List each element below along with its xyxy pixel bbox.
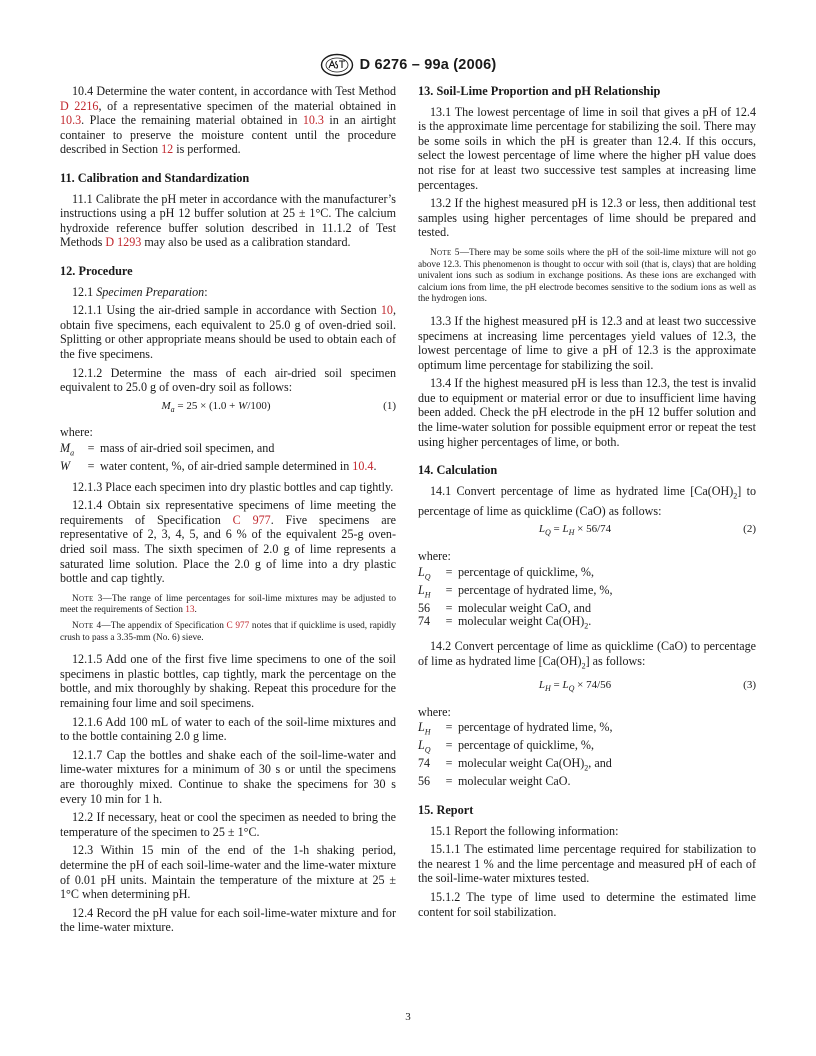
left-column [60, 84, 396, 939]
link-section-13[interactable]: 13 [185, 605, 195, 616]
paragraph-10-4: 10.4 Determine the water content, in accordance with Test Method D 2216, of a representative specimen of the material obtained in 10.3. Place the remaining material obtained in 10.3 in an airtight container to preserve the moisture content until the procedure described in Section 12 is performed. [60, 84, 396, 157]
where-label: where: [60, 425, 93, 440]
equation-number: (2) [743, 523, 756, 536]
definitions-eq1 [60, 442, 377, 474]
paragraph-12-1-7: 12.1.7 Cap the bottles and shake each of the soil-lime-water and lime-water mixtures for a minimum of 30 s or until the specimens are thoroughly mixed. Continue to shake the specimens for 30 s every 10 min for 1 h. [60, 747, 396, 806]
note-3: Note 3—The range of lime percentages for soil-lime mixtures may be adjusted to meet the requirements of Section 13. [60, 593, 397, 616]
link-section-12[interactable]: 12 [161, 142, 174, 157]
definition-row: 56 = molecular weight CaO, and [418, 600, 591, 615]
document-designation: D 6276 – 99a (2006) [359, 57, 497, 73]
paragraph-14-1: 14.1 Convert percentage of lime as hydrated lime $[Ca(OH)_2]$ to percentage of lime as quicklime (CaO) as follows: [418, 483, 756, 518]
definition-row: 74 = molecular weight $Ca(OH)_2$, and [418, 756, 612, 773]
heading-14: 14. Calculation [418, 463, 498, 478]
paragraph-13-2: 13.2 If the highest measured pH is 12.3 or less, then additional test samples using higher percentages of lime should be prepared and tested. [418, 196, 756, 240]
definition-row: $M_a$ = mass of air-dried soil specimen, and [60, 441, 275, 458]
definition-row: 56 = molecular weight CaO. [418, 774, 571, 789]
equation-number: (3) [743, 679, 756, 691]
link-d1293[interactable]: D 1293 [105, 235, 142, 250]
paragraph-12-1-2: 12.1.2 Determine the mass of each air-dried soil specimen equivalent to 25.0 g of oven-dry soil as follows: [60, 365, 396, 395]
heading-15: 15. Report [418, 802, 474, 817]
equation-number: (1) [383, 399, 396, 412]
link-d2216[interactable]: D 2216 [60, 98, 99, 113]
definition-row: W = water content, %, of air-dried sample determined in 10.4. [60, 459, 377, 474]
link-c977[interactable]: C 977 [232, 512, 271, 527]
paragraph-12-4: 12.4 Record the pH value for each soil-lime-water mixture and for the lime-water mixture. [60, 905, 396, 935]
definition-row: 74 = molecular weight $Ca(OH)_2$. [418, 614, 592, 631]
heading-11: 11. Calibration and Standardization [60, 170, 250, 185]
paragraph-11-1: 11.1 Calibrate the pH meter in accordance with the manufacturer’s instructions using a pH 12 buffer solution at 25 ± 1°C. The calcium hydroxide reference buffer solution described in 11.1.2 of Test Methods D 1293 may also be used as a calibration standard. [60, 191, 396, 250]
paragraph-12-1-1: 12.1.1 Using the air-dried sample in accordance with Section 10, obtain five specimens, each equivalent to 25.0 g of oven-dried soil. Splitting or other appropriate means should be used to obtain each of the five specimens. [60, 303, 396, 361]
where-label: where: [418, 704, 451, 719]
paragraph-15-1-2: 15.1.2 The type of lime used to determine the estimated lime content for soil stabilization. [418, 889, 756, 919]
paragraph-12-1: 12.1 Specimen Preparation: [72, 284, 208, 299]
definitions-eq2 [418, 566, 612, 634]
paragraph-14-2: 14.2 Convert percentage of lime as quicklime (CaO) to percentage of lime as hydrated lime $[Ca(OH)_2]$ as follows: [418, 639, 756, 671]
equation-1: $M_a = 25 \times (1.0 + W/100)$ (1) [60, 399, 396, 418]
definition-row: $L_Q$ = percentage of quicklime, %, [418, 564, 594, 582]
paragraph-13-1: 13.1 The lowest percentage of lime in soil that gives a pH of 12.4 is the approximate lime percentage for stabilizing the soil. There may be some soils in which the pH is greater than 12.4. If this occurs, select the lowest percentage of lime where the higher pH value does not rise for at least two successive test samples at increasing lime percentages. [418, 104, 756, 192]
paragraph-13-3: 13.3 If the highest measured pH is 12.3 and at least two successive specimens at increasing lime percentages yield values of 12.3, the lowest percentage of lime to give a pH of 12.3 is the approximate optimum lime percentage for stabilizing the soil. [418, 313, 756, 372]
definition-row: $L_H$ = percentage of hydrated lime, %, [418, 582, 613, 600]
definition-row: $L_Q$ = percentage of quicklime, %, [418, 738, 594, 755]
paragraph-12-1-3: 12.1.3 Place each specimen into dry plastic bottles and cap tightly. [72, 479, 394, 494]
definition-row: $L_H$ = percentage of hydrated lime, %, [418, 720, 613, 737]
heading-13: 13. Soil-Lime Proportion and pH Relationship [418, 84, 661, 98]
note-5: Note 5—There may be some soils where the pH of the soil-lime mixture will not go above 12.3. This phenomenon is thought to occur with soil (that is, clays) that are holding univalent ions such as sodium in exchange positions. As these ions are exchanged with calcium ions from lime, the pH electrode becomes sensitive to the sodium ions as well as the hydrogen ions. [418, 247, 757, 305]
paragraph-12-1-6: 12.1.6 Add 100 mL of water to each of the soil-lime mixtures and to the bottle containing 2.0 g lime. [60, 714, 396, 744]
paragraph-13-4: 13.4 If the highest measured pH is less than 12.3, the test is invalid due to equipment or material error or due to insufficient lime having been added. Check the pH electrode in the pH 12 buffer solution and the lime-water solution for possible equipment error or repeat the test using higher percentages of lime, or both. [418, 376, 756, 449]
paragraph-12-3: 12.3 Within 15 min of the end of the 1-h shaking period, determine the pH of each soil-lime-water and the lime-water mixture of 0.01 pH units. Maintain the temperature of the mixture at 25 ± 1°C when determining pH. [60, 843, 396, 902]
link-section-10[interactable]: 10 [380, 303, 393, 318]
equation-2: $L_Q = L_H \times 56/74$ (2) [418, 522, 756, 541]
equation-3: $L_H = L_Q \times 74/56$ (3) [418, 678, 756, 697]
right-column [418, 84, 756, 923]
paragraph-15-1: 15.1 Report the following information: [430, 823, 619, 838]
heading-12: 12. Procedure [60, 263, 133, 278]
link-10-3-b[interactable]: 10.3 [302, 113, 324, 128]
paragraph-12-1-5: 12.1.5 Add one of the first five lime specimens to one of the soil specimens in plastic bottles, cap tightly, mark the percentage on the bottle, and mix thoroughly by shaking. Repeat this procedure for the remaining four lime and soil specimens. [60, 652, 396, 710]
link-10-3-a[interactable]: 10.3 [60, 113, 82, 128]
link-c977-note[interactable]: C 977 [226, 621, 250, 631]
where-label: where: [418, 549, 451, 564]
definitions-eq3 [418, 721, 612, 789]
paragraph-15-1-1: 15.1.1 The estimated lime percentage required for stabilization to the nearest 1 % and the lime percentage and measured pH of each of the soil-lime-water mixtures tested. [418, 842, 756, 886]
paragraph-12-1-4: 12.1.4 Obtain six representative specimens of lime meeting the requirements of Specification C 977. Five specimens are representative of 2, 3, 4, 5, and 6 % of the equivalent 25-g oven-dried soil mass. The sixth specimen of 2.0 g of lime represents a saturated lime solution. Place the 2.0 g of lime into a dry plastic bottle and cap tightly. [60, 498, 397, 586]
astm-logo-icon [320, 53, 354, 77]
paragraph-12-2: 12.2 If necessary, heat or cool the specimen as needed to bring the temperature of the specimen to 25 ± 1°C. [60, 810, 396, 839]
page-header [0, 52, 816, 78]
note-4: Note 4—The appendix of Specification C 977 notes that if quicklime is used, rapidly crush to pass a 3.35-mm (No. 6) sieve. [60, 621, 397, 643]
link-10-4[interactable]: 10.4 [352, 459, 374, 474]
page-number: 3 [405, 1011, 411, 1023]
